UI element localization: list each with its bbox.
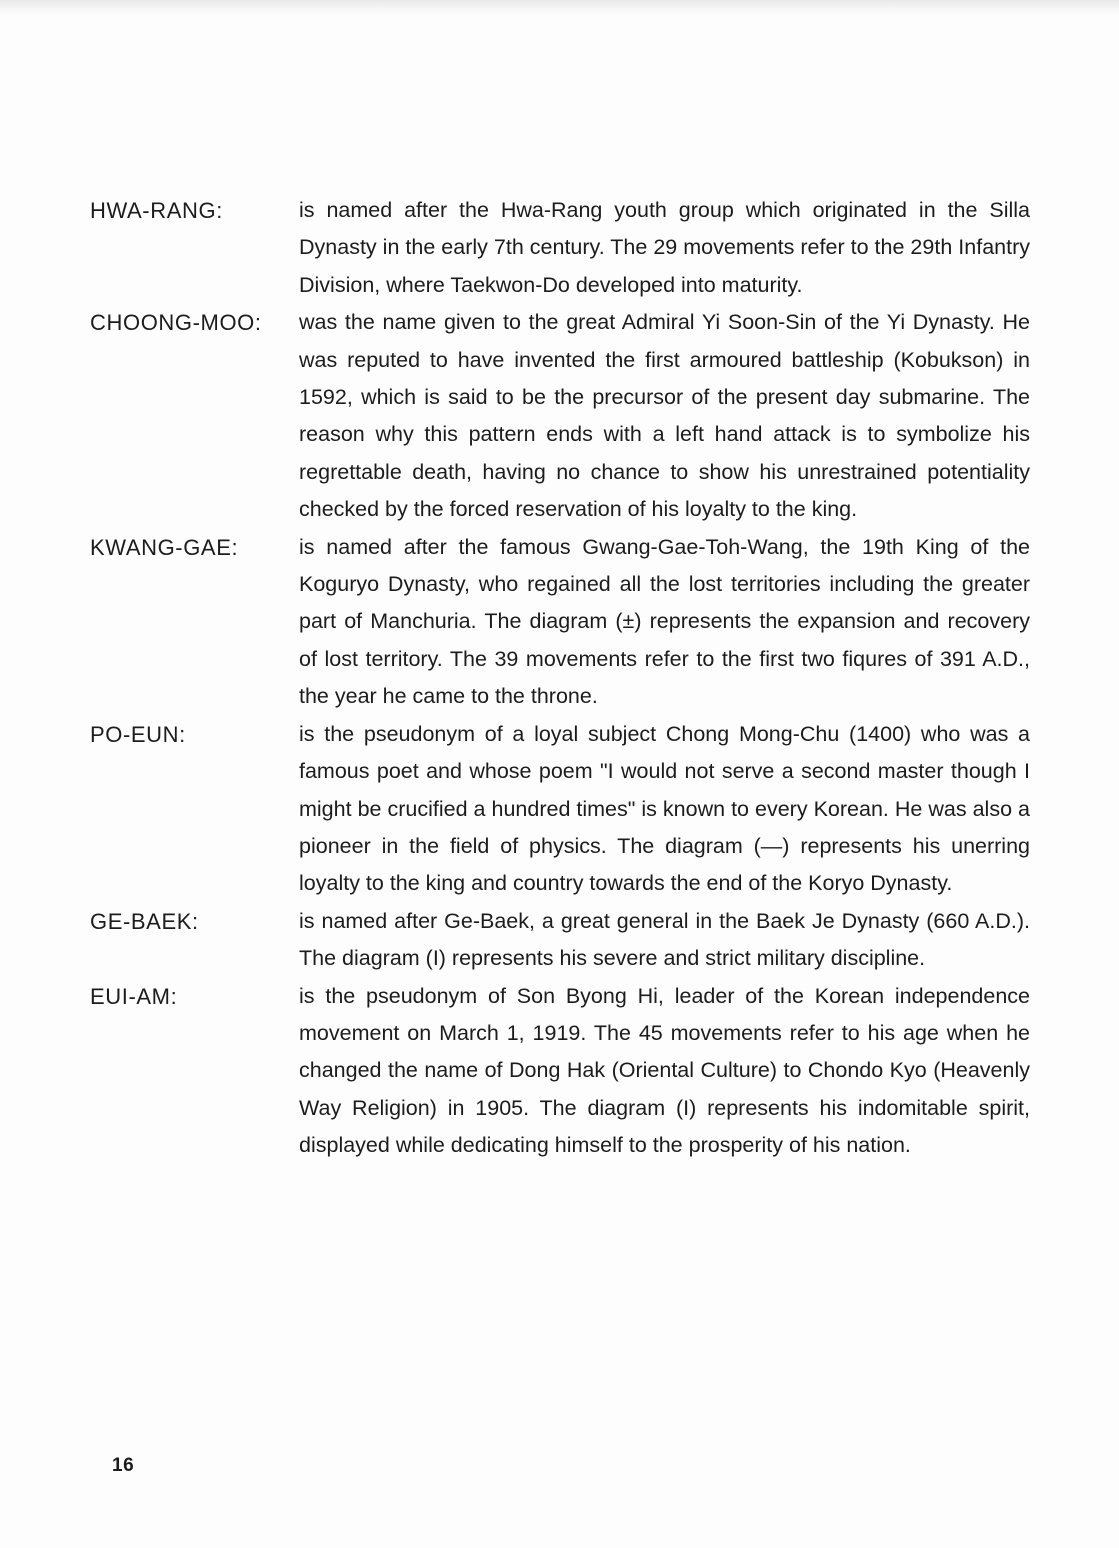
pattern-definitions-list: [90, 192, 1030, 1165]
entry-choong-moo: [90, 304, 1030, 528]
entry-kwang-gae: [90, 529, 1030, 716]
term-label: PO-EUN:: [90, 721, 186, 747]
term-definition: is the pseudonym of a loyal subject Chong Mong-Chu (1400) who was a famous poet and whose poem "I would not serve a second master though I might be crucified a hundred times" is known to every Korean. He was also a pioneer in the field of physics. The diagram (—) represents his unerring loyalty to the king and country towards the end of the Koryo Dynasty.: [299, 721, 1030, 896]
term-definition: is named after the Hwa-Rang youth group which originated in the Silla Dynasty in the early 7th century. The 29 movements refer to the 29th Infantry Division, where Taekwon-Do developed into maturity.: [299, 198, 1030, 297]
entry-hwa-rang: [90, 192, 1030, 304]
term-definition: was the name given to the great Admiral Yi Soon-Sin of the Yi Dynasty. He was reputed to have invented the first armoured battleship (Kobukson) in 1592, which is said to be the precursor of the present day submarine. The reason why this pattern ends with a left hand attack is to symbolize his regrettable death, having no chance to show his unrestrained potentiality checked by the forced reservation of his loyalty to the king.: [299, 310, 1030, 522]
entry-eui-am: [90, 978, 1030, 1165]
scan-edge-shadow: [0, 0, 1119, 14]
term-label: EUI-AM:: [90, 983, 178, 1009]
term-label: KWANG-GAE:: [90, 534, 239, 560]
entry-ge-baek: [90, 903, 1030, 978]
term-definition: is named after Ge-Baek, a great general in the Baek Je Dynasty (660 A.D.). The diagram (I) represents his severe and strict military discipline.: [299, 908, 1030, 971]
term-label: HWA-RANG:: [90, 198, 223, 223]
term-definition: is the pseudonym of Son Byong Hi, leader of the Korean independence movement on March 1, 1919. The 45 movements refer to his age when he changed the name of Dong Hak (Oriental Culture) to Chondo Kyo (Heavenly Way Religion) in 1905. The diagram (I) represents his indomitable spirit, displayed while dedicating himself to the prosperity of his nation.: [299, 983, 1030, 1158]
term-definition: is named after the famous Gwang-Gae-Toh-Wang, the 19th King of the Koguryo Dynasty, who regained all the lost territories including the greater part of Manchuria. The diagram (±) represents the expansion and recovery of lost territory. The 39 movements refer to the first two fiqures of 391 A.D., the year he came to the throne.: [299, 534, 1030, 709]
term-label: CHOONG-MOO:: [90, 310, 262, 336]
entry-po-eun: [90, 716, 1030, 903]
page-number: 16: [112, 1455, 135, 1476]
term-label: GE-BAEK:: [90, 908, 199, 934]
